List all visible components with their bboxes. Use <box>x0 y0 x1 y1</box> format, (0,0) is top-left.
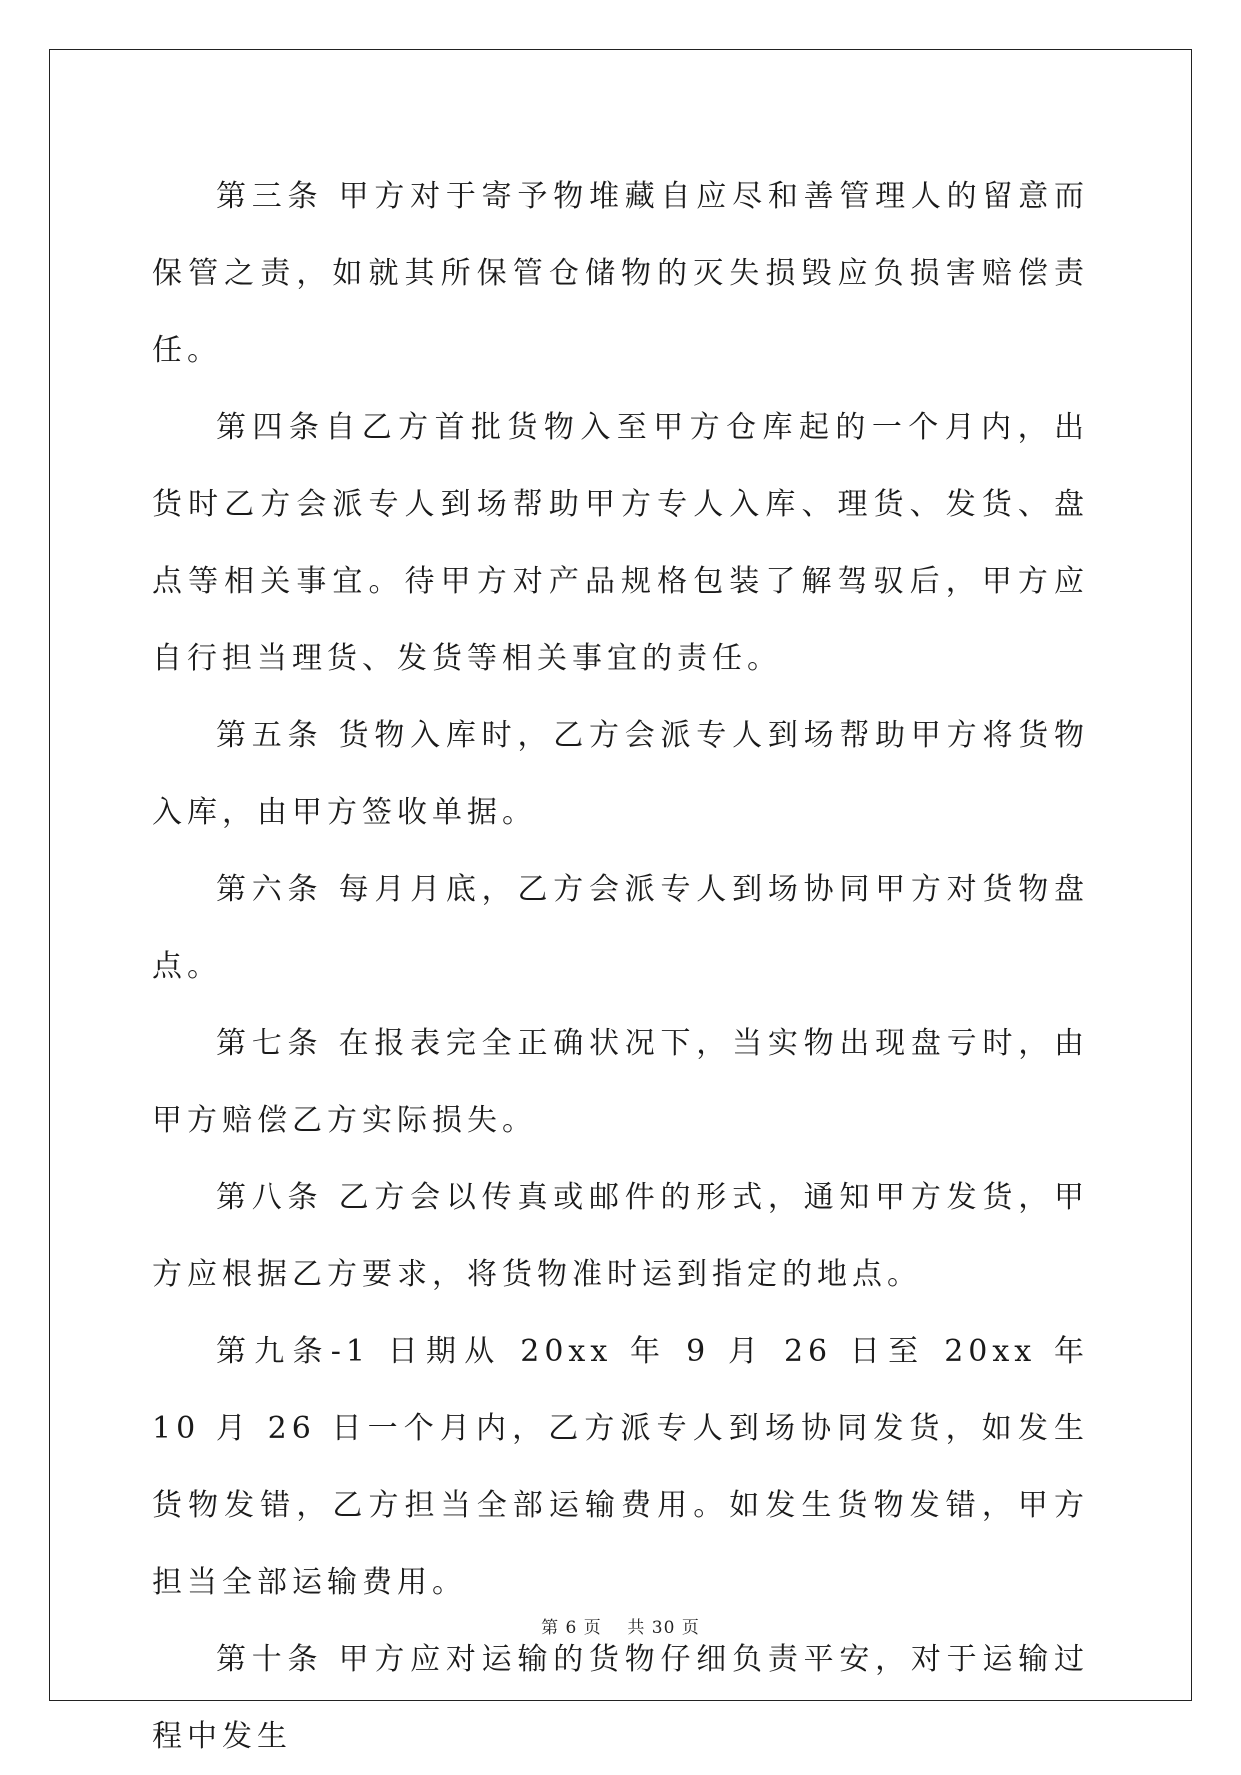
paragraph-article-6: 第六条 每月月底，乙方会派专人到场协同甲方对货物盘点。 <box>152 872 1089 984</box>
total-pages: 共 30 页 <box>627 1618 700 1638</box>
paragraph-article-7: 第七条 在报表完全正确状况下，当实物出现盘亏时，由甲方赔偿乙方实际损失。 <box>152 1026 1089 1138</box>
paragraph-article-5: 第五条 货物入库时，乙方会派专人到场帮助甲方将货物入库，由甲方签收单据。 <box>152 718 1089 830</box>
page-footer <box>0 1613 1241 1638</box>
paragraph-article-9: 第九条-1 日期从 20xx 年 9 月 26 日至 20xx 年 10 月 26 日一个月内，乙方派专人到场协同发货，如发生货物发错，乙方担当全部运输费用。如发生货物发错，甲方担当全部运输费用。 <box>152 1334 1089 1600</box>
page-number: 第 6 页 <box>541 1618 602 1638</box>
paragraph-article-10: 第十条 甲方应对运输的货物仔细负责平安，对于运输过程中发生 <box>152 1642 1089 1754</box>
paragraph-article-8: 第八条 乙方会以传真或邮件的形式，通知甲方发货，甲方应根据乙方要求，将货物准时运到指定的地点。 <box>152 1180 1089 1292</box>
paragraph-article-4: 第四条自乙方首批货物入至甲方仓库起的一个月内，出货时乙方会派专人到场帮助甲方专人入库、理货、发货、盘点等相关事宜。待甲方对产品规格包装了解驾驭后，甲方应自行担当理货、发货等相关事宜的责任。 <box>152 410 1089 676</box>
document-body <box>152 158 1089 1775</box>
paragraph-article-3: 第三条 甲方对于寄予物堆藏自应尽和善管理人的留意而保管之责，如就其所保管仓储物的灭失损毁应负损害赔偿责任。 <box>152 179 1089 368</box>
